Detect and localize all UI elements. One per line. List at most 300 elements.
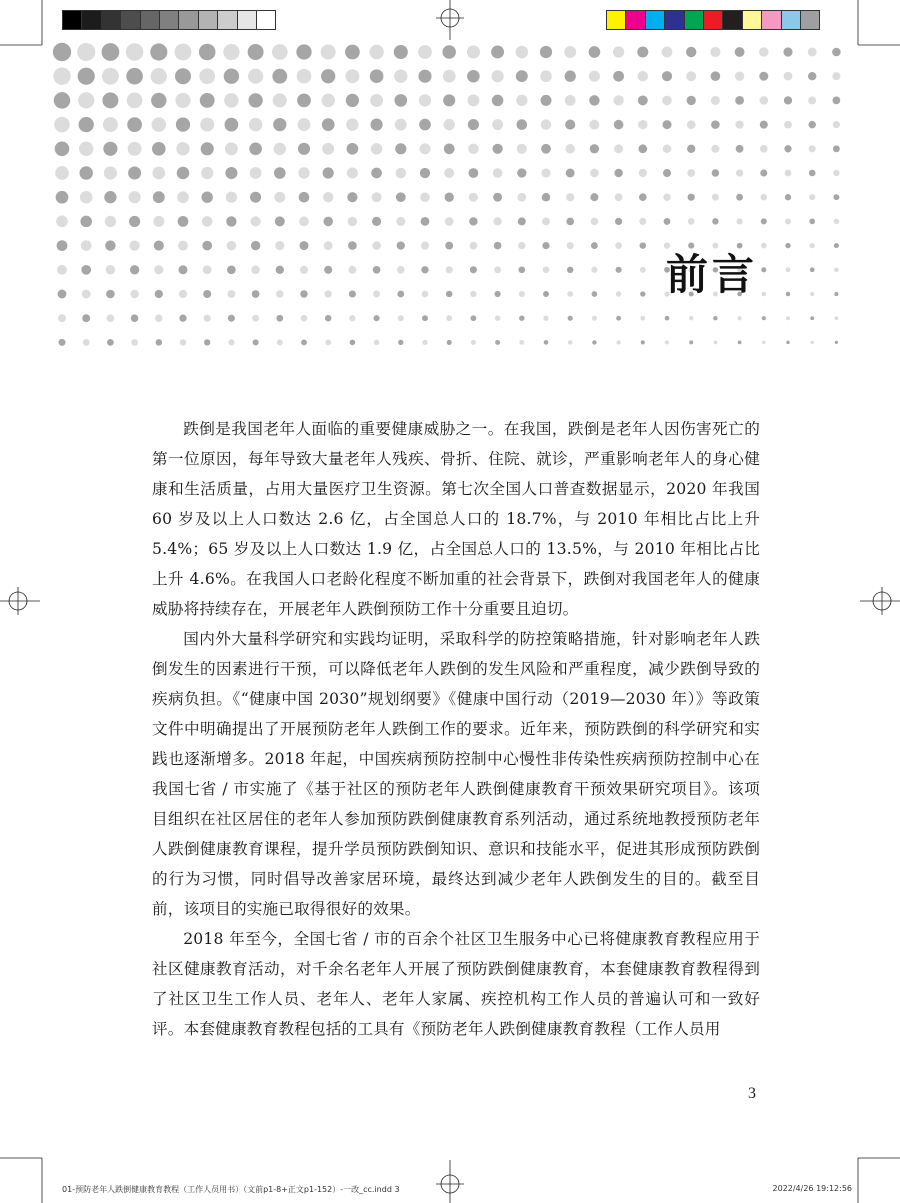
halftone-dot xyxy=(516,119,527,130)
halftone-dot xyxy=(203,265,212,274)
halftone-dot xyxy=(834,243,839,248)
halftone-dot xyxy=(711,96,720,105)
halftone-dot xyxy=(540,70,552,82)
halftone-dot xyxy=(834,219,839,224)
halftone-dot xyxy=(592,291,598,297)
halftone-dot xyxy=(686,71,696,81)
halftone-dot xyxy=(179,315,186,322)
halftone-dot xyxy=(200,93,215,108)
halftone-dot xyxy=(710,47,720,57)
halftone-dot xyxy=(544,340,549,345)
halftone-dot xyxy=(321,94,334,107)
halftone-dot xyxy=(785,194,791,200)
halftone-dot xyxy=(106,265,116,275)
halftone-dot xyxy=(371,168,382,179)
halftone-dot xyxy=(737,316,741,320)
halftone-dot xyxy=(420,192,430,202)
halftone-dot xyxy=(249,142,262,155)
halftone-dot xyxy=(785,170,792,177)
halftone-dot xyxy=(833,97,841,105)
halftone-dot xyxy=(56,216,68,228)
halftone-dot xyxy=(665,340,669,344)
halftone-dot xyxy=(227,290,235,298)
halftone-dot xyxy=(105,216,116,227)
halftone-dot xyxy=(202,216,213,227)
halftone-dot xyxy=(760,96,769,105)
halftone-dot xyxy=(640,316,645,321)
halftone-dot xyxy=(541,144,551,154)
halftone-dot xyxy=(419,119,431,131)
halftone-dot xyxy=(227,265,236,274)
halftone-dot xyxy=(470,266,477,273)
halftone-dot xyxy=(272,69,287,84)
halftone-dot xyxy=(226,192,237,203)
halftone-dot xyxy=(762,316,766,320)
halftone-dot xyxy=(662,47,673,58)
halftone-dot xyxy=(199,44,216,61)
halftone-dot xyxy=(176,117,190,131)
halftone-dot xyxy=(808,121,816,129)
halftone-dot xyxy=(783,47,792,56)
halftone-dot xyxy=(445,217,454,226)
halftone-dot xyxy=(810,267,815,272)
halftone-dot xyxy=(809,194,815,200)
halftone-dot xyxy=(613,71,624,82)
halftone-dot xyxy=(177,167,190,180)
halftone-dot xyxy=(81,265,91,275)
halftone-dot xyxy=(662,120,671,129)
halftone-dot xyxy=(200,118,214,132)
halftone-dot xyxy=(832,72,840,80)
halftone-dot xyxy=(346,118,358,130)
halftone-dot xyxy=(372,241,380,249)
halftone-dot xyxy=(589,46,601,58)
halftone-dot xyxy=(371,119,383,131)
halftone-dot xyxy=(250,167,262,179)
halftone-dot xyxy=(491,46,504,59)
halftone-dot xyxy=(443,94,455,106)
halftone-dot xyxy=(470,291,476,297)
halftone-dot xyxy=(735,47,745,57)
halftone-dot xyxy=(543,316,548,321)
halftone-dot xyxy=(640,267,646,273)
halftone-dot xyxy=(688,218,695,225)
halftone-dot xyxy=(640,242,646,248)
halftone-dot xyxy=(349,315,355,321)
halftone-dot xyxy=(615,218,622,225)
halftone-dot xyxy=(810,316,814,320)
halftone-dot xyxy=(272,44,288,60)
halftone-dot xyxy=(810,243,815,248)
halftone-dot xyxy=(469,168,479,178)
halftone-dot xyxy=(445,193,454,202)
halftone-dot xyxy=(395,119,407,131)
halftone-dot xyxy=(592,316,597,321)
halftone-dot xyxy=(541,119,551,129)
halftone-dot xyxy=(79,117,94,132)
halftone-dot xyxy=(274,167,286,179)
halftone-dot xyxy=(518,266,525,273)
halftone-dot xyxy=(325,340,331,346)
halftone-dot xyxy=(786,292,790,296)
halftone-dot xyxy=(201,167,213,179)
halftone-dot xyxy=(58,314,66,322)
halftone-dot xyxy=(469,193,478,202)
halftone-dot xyxy=(422,291,429,298)
halftone-dot xyxy=(614,95,624,105)
halftone-dot xyxy=(373,266,381,274)
halftone-dot xyxy=(565,144,574,153)
halftone-dot xyxy=(201,142,214,155)
halftone-dot xyxy=(471,340,476,345)
halftone-dot xyxy=(568,340,573,345)
halftone-dot xyxy=(301,315,308,322)
paragraph-1: 跌倒是我国老年人面临的重要健康威胁之一。在我国，跌倒是老年人因伤害死亡的第一位原因，每年导致大量老年人残疾、骨折、住院、就诊，严重影响老年人的身心健康和生活质量，占用大量医疗卫生资源。第七次全国人口普查数据显示，2020 年我国 60 岁及以上人口数达 2.6 亿，占全国总人口的 18.7%，与 2010 年相比占比上升 5.4%；65 岁及以上人口数达 1.9 亿，占全国总人口的 13.5%，与 2010 年相比占比上升 4.6%。在我国人口老龄化程度不断加重的社会背景下，跌倒对我国老年人的健康威胁将持续存在，开展老年人跌倒预防工作十分重要且迫切。 xyxy=(152,420,760,618)
halftone-dot xyxy=(786,341,790,345)
halftone-dot xyxy=(785,243,790,248)
halftone-dot xyxy=(564,46,576,58)
halftone-dot xyxy=(736,169,743,176)
paragraph-2: 国内外大量科学研究和实践均证明，采取科学的防控策略措施，针对影响老年人跌倒发生的因素进行干预，可以降低老年人跌倒的发生风险和严重程度，减少跌倒导致的疾病负担。《“健康中国 2030”规划纲要》《健康中国行动（2019—2030 年）》等政策文件中明确提出了开展预防老年人跌倒工作的要求。近年来，预防跌倒的科学研究和实践也逐渐增多。2018 年起，中国疾病预防控制中心慢性非传染性疾病预防控制中心在我国七省 / 市实施了《基于社区的预防老年人跌倒健康教育干预效果研究项目》。该项目组织在社区居住的老年人参加预防跌倒健康教育系列活动，通过系统地教授预防老年人跌倒健康教育课程，提升学员预防跌倒知识、意识和技能水平，促进其形成预防跌倒的行为习惯，同时倡导改善家居环境，最终达到减少老年人跌倒发生的目的。截至目前，该项目的实施已取得很好的效果。 xyxy=(152,630,760,918)
halftone-dot xyxy=(396,217,405,226)
halftone-dot xyxy=(127,117,142,132)
body-text xyxy=(152,414,760,1044)
halftone-dot xyxy=(541,95,552,106)
halftone-dot xyxy=(639,218,646,225)
halftone-dot xyxy=(495,315,501,321)
halftone-dot xyxy=(321,69,335,83)
halftone-dot xyxy=(324,241,333,250)
halftone-dot xyxy=(178,216,189,227)
halftone-dot xyxy=(373,315,379,321)
halftone-dot xyxy=(639,169,647,177)
halftone-dot xyxy=(736,218,742,224)
halftone-dot xyxy=(175,44,192,61)
halftone-dot xyxy=(615,193,623,201)
halftone-dot xyxy=(785,218,791,224)
halftone-dot xyxy=(372,217,381,226)
halftone-dot xyxy=(786,316,790,320)
halftone-dot xyxy=(155,314,162,321)
halftone-dot xyxy=(248,93,262,107)
halftone-dot xyxy=(345,69,359,83)
halftone-dot xyxy=(248,44,264,60)
halftone-dot xyxy=(517,193,526,202)
halftone-dot xyxy=(616,291,621,296)
page-title: 前言 xyxy=(665,250,758,299)
halftone-dot xyxy=(832,48,841,57)
halftone-dot xyxy=(446,291,453,298)
halftone-dot xyxy=(565,120,575,130)
halftone-dot xyxy=(252,290,260,298)
halftone-dot xyxy=(297,94,311,108)
halftone-dot xyxy=(373,291,380,298)
halftone-dot xyxy=(275,241,284,250)
halftone-dot xyxy=(516,70,528,82)
halftone-dot xyxy=(102,92,118,108)
halftone-dot xyxy=(519,315,524,320)
halftone-dot xyxy=(78,92,94,108)
halftone-dot xyxy=(397,241,405,249)
halftone-dot xyxy=(299,192,310,203)
halftone-dot xyxy=(325,315,331,321)
halftone-dot xyxy=(614,120,624,130)
halftone-dot xyxy=(179,290,187,298)
halftone-dot xyxy=(567,291,573,297)
halftone-dot xyxy=(591,218,598,225)
halftone-dot xyxy=(81,240,92,251)
halftone-dot xyxy=(712,218,718,224)
halftone-dot xyxy=(589,95,599,105)
halftone-dot xyxy=(760,169,767,176)
halftone-dot xyxy=(494,291,500,297)
halftone-dot xyxy=(422,340,427,345)
halftone-dot xyxy=(665,316,670,321)
halftone-dot xyxy=(420,168,430,178)
halftone-dot xyxy=(447,340,452,345)
halftone-dot xyxy=(151,68,167,84)
halftone-dot xyxy=(276,290,284,298)
halftone-dot xyxy=(299,217,309,227)
halftone-dot xyxy=(640,291,645,296)
halftone-dot xyxy=(689,340,693,344)
halftone-dot xyxy=(762,341,766,345)
halftone-dot xyxy=(468,119,479,130)
halftone-dot xyxy=(274,143,286,155)
halftone-dot xyxy=(519,291,525,297)
halftone-dot xyxy=(616,316,621,321)
halftone-dot xyxy=(638,71,648,81)
halftone-dot xyxy=(252,315,259,322)
halftone-dot xyxy=(153,191,165,203)
halftone-dot xyxy=(152,142,166,156)
halftone-dot xyxy=(104,166,117,179)
halftone-dot xyxy=(590,193,598,201)
halftone-dot xyxy=(567,242,574,249)
halftone-dot xyxy=(323,192,333,202)
halftone-dot xyxy=(590,169,599,178)
slug-timestamp: 2022/4/26 19:12:56 xyxy=(772,1184,852,1193)
halftone-dot xyxy=(300,266,308,274)
halftone-dot xyxy=(129,216,140,227)
halftone-dot xyxy=(54,92,71,109)
halftone-dot xyxy=(418,70,431,83)
halftone-dot xyxy=(127,93,143,109)
halftone-dot xyxy=(250,192,261,203)
halftone-dot xyxy=(614,144,623,153)
halftone-dot xyxy=(808,72,816,80)
halftone-dot xyxy=(321,44,336,59)
halftone-dot xyxy=(347,143,359,155)
halftone-dot xyxy=(638,144,647,153)
halftone-dot xyxy=(687,96,696,105)
halftone-dot xyxy=(809,170,816,177)
slug-filename: 01-预防老年人跌倒健康教育教程（工作人员用书）（文前p1-8+正文p1-152）-一改_cc.indd 3 xyxy=(62,1185,400,1194)
halftone-dot xyxy=(735,72,744,81)
halftone-dot xyxy=(105,240,115,250)
halftone-dot xyxy=(224,93,239,108)
halftone-dot xyxy=(394,45,408,59)
halftone-dot xyxy=(418,45,432,59)
halftone-dot xyxy=(82,314,90,322)
halftone-dot xyxy=(398,315,404,321)
halftone-dot xyxy=(104,191,116,203)
halftone-dot xyxy=(518,242,525,249)
halftone-dot xyxy=(225,142,238,155)
halftone-dot xyxy=(59,339,66,346)
halftone-dot xyxy=(664,218,671,225)
halftone-dot xyxy=(350,340,356,346)
halftone-dot xyxy=(543,267,550,274)
halftone-dot xyxy=(107,314,115,322)
halftone-dot xyxy=(493,217,501,225)
halftone-dot xyxy=(589,120,599,130)
halftone-dot xyxy=(394,94,407,107)
halftone-dot xyxy=(687,145,695,153)
halftone-dot xyxy=(712,169,720,177)
halftone-dot xyxy=(493,168,503,178)
halftone-dot xyxy=(346,94,359,107)
halftone-dot xyxy=(131,314,139,322)
halftone-dot xyxy=(638,95,648,105)
halftone-dot xyxy=(54,117,70,133)
halftone-dot xyxy=(396,168,406,178)
halftone-dot xyxy=(516,95,527,106)
halftone-dot xyxy=(565,95,576,106)
halftone-dot xyxy=(79,166,92,179)
halftone-dot xyxy=(58,290,67,299)
halftone-dot xyxy=(128,142,142,156)
halftone-dot xyxy=(835,316,839,320)
halftone-dot xyxy=(736,194,743,201)
halftone-dot xyxy=(421,217,430,226)
halftone-dot xyxy=(442,45,456,59)
halftone-dot xyxy=(540,46,552,58)
halftone-dot xyxy=(615,242,622,249)
halftone-dot xyxy=(517,144,527,154)
halftone-dot xyxy=(494,266,501,273)
halftone-dot xyxy=(131,339,138,346)
halftone-dot xyxy=(738,341,742,345)
halftone-dot xyxy=(493,193,502,202)
halftone-dot xyxy=(224,68,239,83)
halftone-dot xyxy=(519,340,524,345)
halftone-dot xyxy=(468,144,478,154)
halftone-dot xyxy=(398,340,403,345)
halftone-dot xyxy=(687,120,696,129)
halftone-dot xyxy=(370,94,383,107)
halftone-dot xyxy=(662,71,672,81)
halftone-dot-pattern xyxy=(0,0,900,380)
halftone-dot xyxy=(735,96,744,105)
halftone-dot xyxy=(591,242,598,249)
halftone-dot xyxy=(78,68,95,85)
halftone-dot xyxy=(663,145,672,154)
halftone-dot xyxy=(56,191,69,204)
halftone-dot xyxy=(687,169,695,177)
halftone-dot xyxy=(711,145,719,153)
halftone-dot xyxy=(55,142,70,157)
halftone-dot xyxy=(761,194,768,201)
halftone-dot xyxy=(759,47,769,57)
halftone-dot xyxy=(154,241,164,251)
halftone-dot xyxy=(397,291,404,298)
halftone-dot xyxy=(150,43,167,60)
halftone-dot xyxy=(83,339,90,346)
halftone-dot xyxy=(760,145,768,153)
halftone-dot xyxy=(759,72,768,81)
halftone-dot xyxy=(591,267,597,273)
halftone-dot xyxy=(809,219,815,225)
halftone-dot xyxy=(736,145,744,153)
halftone-dot xyxy=(276,266,284,274)
halftone-dot xyxy=(156,339,163,346)
halftone-dot xyxy=(784,72,793,81)
halftone-dot xyxy=(152,117,167,132)
halftone-dot xyxy=(251,241,260,250)
halftone-dot xyxy=(348,217,357,226)
halftone-dot xyxy=(297,69,312,84)
halftone-dot xyxy=(325,290,332,297)
halftone-dot xyxy=(565,71,576,82)
halftone-dot xyxy=(471,315,477,321)
halftone-dot xyxy=(371,143,382,154)
halftone-dot xyxy=(201,191,212,202)
halftone-dot xyxy=(761,267,766,272)
halftone-dot xyxy=(130,265,139,274)
halftone-dot xyxy=(833,145,840,152)
halftone-dot xyxy=(102,43,120,61)
halftone-dot xyxy=(227,241,237,251)
halftone-dot xyxy=(154,265,163,274)
halftone-dot xyxy=(253,339,259,345)
halftone-dot xyxy=(324,266,332,274)
halftone-dot xyxy=(178,241,188,251)
halftone-dot xyxy=(614,169,622,177)
halftone-dot xyxy=(129,240,139,250)
halftone-dot xyxy=(810,292,814,296)
halftone-dot xyxy=(809,145,816,152)
halftone-dot xyxy=(712,194,719,201)
halftone-dot xyxy=(395,143,406,154)
halftone-dot xyxy=(420,143,431,154)
halftone-dot xyxy=(663,194,670,201)
halftone-dot xyxy=(616,340,620,344)
halftone-dot xyxy=(251,266,260,275)
halftone-dot xyxy=(82,290,91,299)
halftone-dot xyxy=(568,316,573,321)
halftone-dot xyxy=(102,68,119,85)
halftone-dot xyxy=(686,47,696,57)
halftone-dot xyxy=(397,266,405,274)
halftone-dot xyxy=(128,167,141,180)
halftone-dot xyxy=(492,95,504,107)
halftone-dot xyxy=(126,43,143,60)
halftone-dot xyxy=(492,144,502,154)
halftone-dot xyxy=(57,240,68,251)
halftone-dot xyxy=(298,167,309,178)
halftone-dot xyxy=(663,169,671,177)
halftone-dot xyxy=(492,119,503,130)
halftone-dot xyxy=(808,96,816,104)
halftone-dot xyxy=(277,339,283,345)
halftone-dot xyxy=(53,67,70,84)
halftone-dot xyxy=(467,94,479,106)
halftone-dot xyxy=(348,266,356,274)
halftone-dot xyxy=(592,340,596,344)
halftone-dot xyxy=(639,193,647,201)
halftone-dot xyxy=(57,265,67,275)
